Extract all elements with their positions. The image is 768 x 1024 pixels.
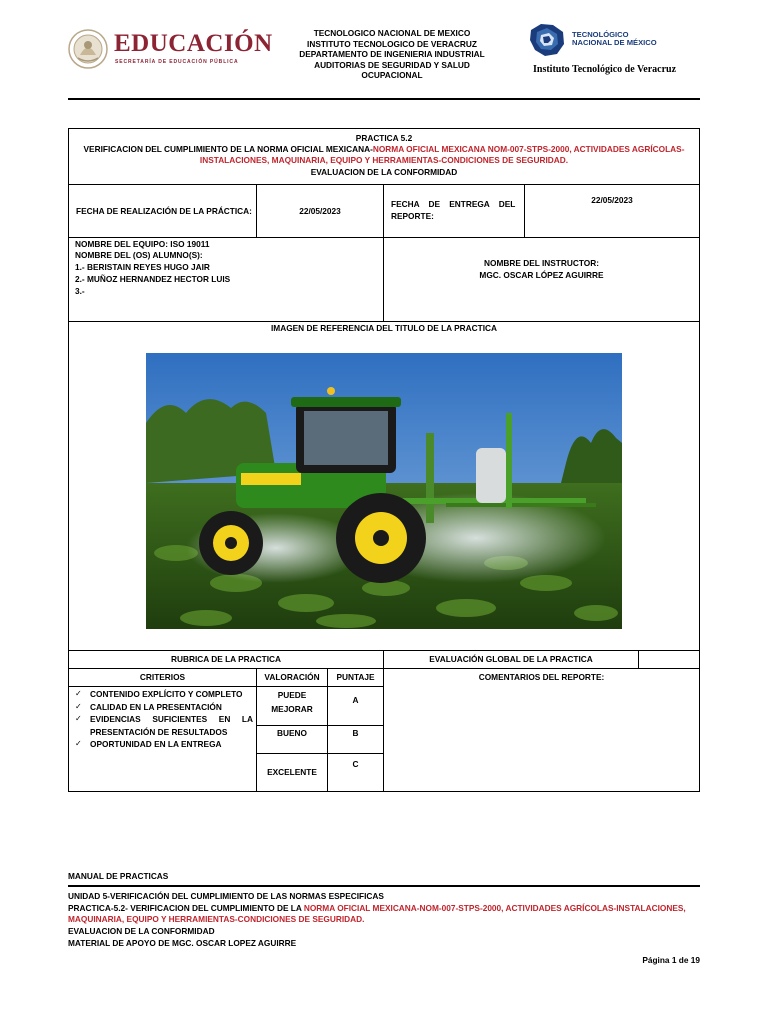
criteria-item: ✓ OPORTUNIDAD EN LA ENTREGA (69, 738, 253, 751)
practice-verification-line (69, 144, 699, 155)
tnm-line-2: NACIONAL DE MÉXICO (572, 38, 657, 48)
footer-practice-prefix: PRACTICA-5.2- VERIFICACION DEL CUMPLIMIENTO DE LA (68, 902, 304, 913)
footer-practice-line (68, 903, 700, 915)
edu-subtitle: SECRETARÍA DE EDUCACIÓN PÚBLICA (115, 59, 239, 65)
page-number: Página 1 de 19 (642, 955, 700, 965)
criteria-header: CRITERIOS (139, 672, 186, 682)
title-block (68, 128, 700, 185)
header-line-4: AUDITORIAS DE SEGURIDAD Y SALUD OCUPACIONAL (314, 59, 470, 80)
valuation-1-line-1: PUEDE (277, 690, 307, 700)
global-evaluation-title: EVALUACIÓN GLOBAL DE LA PRACTICA (429, 654, 593, 664)
team-name: NOMBRE DEL EQUIPO: ISO 19011 (75, 239, 210, 249)
score-header: PUNTAJE (336, 672, 375, 682)
header-line-1: TECNOLOGICO NACIONAL DE MEXICO (313, 28, 471, 38)
institute-name: Instituto Tecnológico de Veracruz (533, 64, 677, 75)
criteria-cell (68, 686, 257, 792)
tnm-line-1: TECNOLÓGICO (572, 30, 629, 39)
criteria-list (69, 688, 253, 751)
edu-title: EDUCACIÓN (114, 30, 273, 57)
delivery-date-label-cell (383, 184, 525, 238)
valuation-header: VALORACIÓN (264, 672, 320, 682)
header-line-3: DEPARTAMENTO DE INGENIERIA INDUSTRIAL (299, 49, 485, 59)
score-header-cell (327, 668, 384, 687)
score-3: C (352, 759, 359, 769)
valuation-2: BUENO (277, 728, 307, 738)
score-row-2 (327, 725, 384, 754)
students-label: NOMBRE DEL (OS) ALUMNO(S): (75, 250, 203, 260)
delivery-date-label-1: FECHA DE ENTREGA DEL (391, 199, 516, 209)
student-1: 1.- BERISTAIN REYES HUGO JAIR (75, 262, 210, 272)
realization-date-label-cell (68, 184, 257, 238)
valuation-row-3 (256, 753, 328, 792)
footer-norm-part-1: NORMA OFICIAL MEXICANA-NOM-007-STPS-2000, ACTIVIDADES AGRÍCOLAS-INSTALACIONES, (303, 902, 686, 913)
valuation-row-2 (256, 725, 328, 754)
header-divider (68, 98, 700, 100)
verification-prefix: VERIFICACION DEL CUMPLIMIENTO DE LA NORMA OFICIAL MEXICANA- (83, 144, 373, 154)
practice-evaluation: EVALUACION DE LA CONFORMIDAD (310, 167, 458, 177)
norm-name-part-1: NORMA OFICIAL MEXICANA NOM-007-STPS-2000, ACTIVIDADES AGRÍCOLAS- (372, 144, 685, 154)
delivery-date-value-cell (524, 184, 700, 238)
team-cell (68, 237, 384, 322)
tnm-name (572, 31, 657, 48)
sep-logo (68, 28, 273, 72)
norm-name-part-2: INSTALACIONES, MAQUINARIA, EQUIPO Y HERRAMIENTAS-CONDICIONES DE SEGURIDAD. (199, 155, 569, 165)
student-3: 3.- (75, 286, 85, 296)
criteria-item: ✓ CONTENIDO EXPLÍCITO Y COMPLETO (69, 688, 253, 701)
student-2: 2.- MUÑOZ HERNANDEZ HECTOR LUIS (75, 274, 231, 284)
national-seal-icon (68, 28, 108, 70)
global-evaluation-cell (383, 650, 639, 669)
realization-date-value: 22/05/2023 (299, 206, 341, 216)
rubric-title: RUBRICA DE LA PRACTICA (170, 654, 281, 664)
comments-cell (383, 668, 700, 792)
tractor-spraying-photo (146, 353, 622, 629)
delivery-date-label-2: REPORTE: (391, 211, 434, 221)
criteria-item: ✓ CALIDAD EN LA PRESENTACIÓN (69, 701, 253, 714)
score-row-3 (327, 753, 384, 792)
score-2: B (352, 728, 359, 738)
footer-manual: MANUAL DE PRACTICAS (68, 871, 169, 881)
valuation-header-cell (256, 668, 328, 687)
footer-unit: UNIDAD 5-VERIFICACIÓN DEL CUMPLIMIENTO DE LAS NORMAS ESPECIFICAS (68, 891, 384, 901)
footer-evaluation: EVALUACION DE LA CONFORMIDAD (68, 926, 215, 937)
instructor-label: NOMBRE DEL INSTRUCTOR: (484, 258, 599, 268)
footer-support: MATERIAL DE APOYO DE MGC. OSCAR LOPEZ AGUIRRE (68, 937, 297, 948)
rubric-title-cell (68, 650, 384, 669)
comments-label: COMENTARIOS DEL REPORTE: (478, 672, 605, 682)
realization-date-label: FECHA DE REALIZACIÓN DE LA PRÁCTICA: (76, 206, 252, 216)
score-1: A (352, 695, 359, 705)
header-institution-lines (283, 28, 501, 81)
practice-title: PRACTICA 5.2 (355, 133, 413, 143)
criteria-header-cell (68, 668, 257, 687)
footer-details (68, 891, 700, 950)
instructor-cell (383, 237, 700, 322)
header-line-2: INSTITUTO TECNOLOGICO DE VERACRUZ (307, 38, 477, 49)
valuation-3: EXCELENTE (267, 767, 317, 777)
instructor-name: MGC. OSCAR LÓPEZ AGUIRRE (479, 270, 604, 280)
valuation-row-1 (256, 686, 328, 726)
image-section-title: IMAGEN DE REFERENCIA DEL TITULO DE LA PRACTICA (270, 323, 498, 333)
valuation-1 (257, 689, 327, 716)
delivery-date-value: 22/05/2023 (591, 195, 633, 205)
criteria-item: ✓ EVIDENCIAS SUFICIENTES EN LA PRESENTACIÓN DE RESULTADOS (69, 713, 253, 738)
footer-norm-part-2: MAQUINARIA, EQUIPO Y HERRAMIENTAS-CONDICIONES DE SEGURIDAD. (68, 914, 365, 925)
footer-divider (68, 885, 700, 887)
score-row-1 (327, 686, 384, 726)
realization-date-value-cell (256, 184, 384, 238)
valuation-1-line-2: MEJORAR (271, 703, 313, 714)
global-evaluation-value-cell (638, 650, 700, 669)
tnm-logo-icon (527, 22, 567, 58)
